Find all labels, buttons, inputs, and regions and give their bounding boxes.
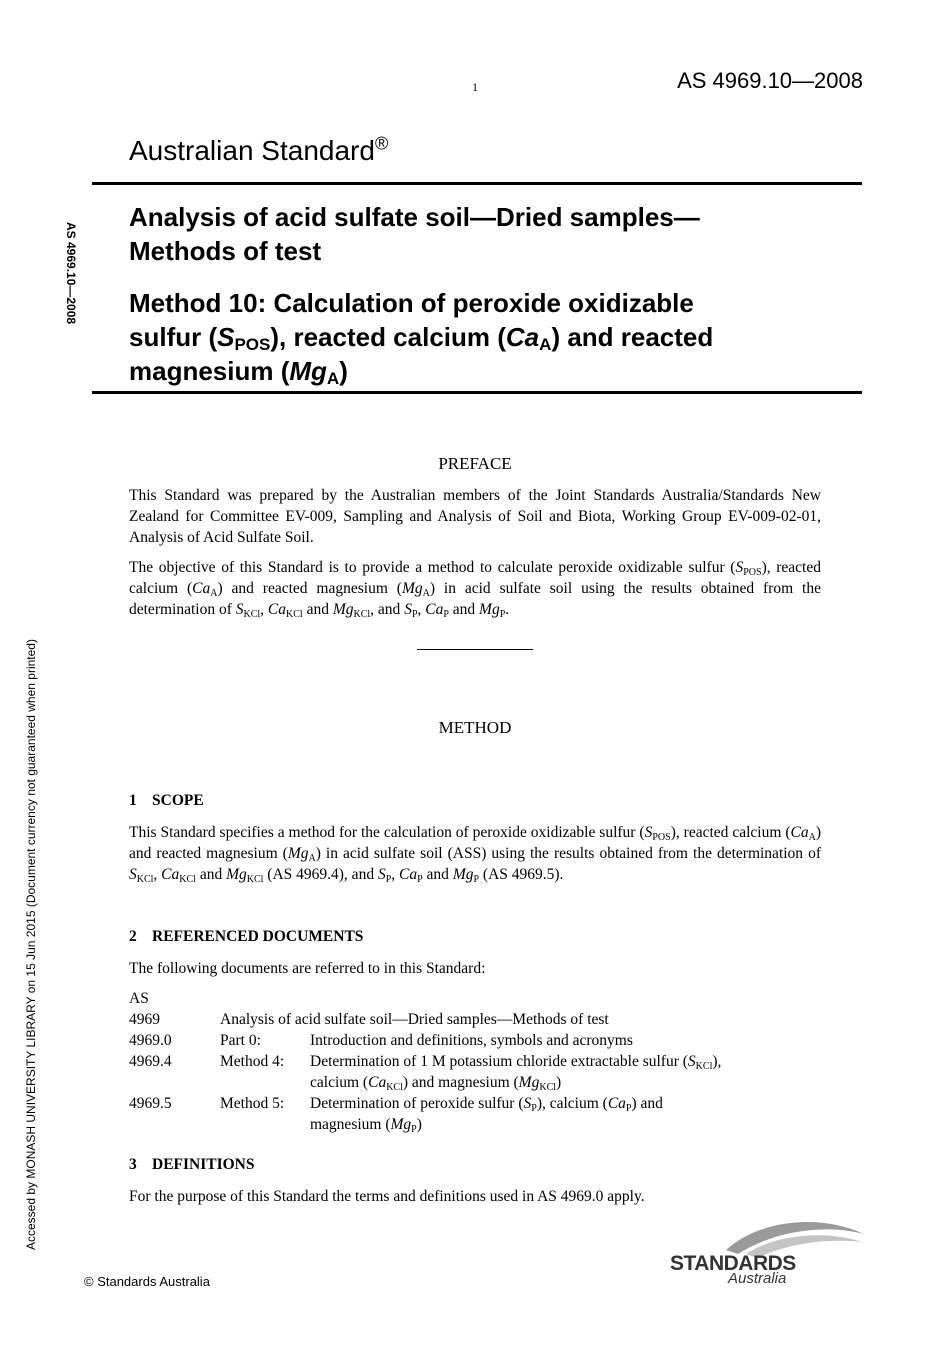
preface-heading: PREFACE [438,454,512,473]
definitions-paragraph: For the purpose of this Standard the terms and definitions used in AS 4969.0 apply. [129,1188,645,1205]
ref-row: 4969.0 Part 0: Introduction and definitions, symbols and acronyms [129,1032,633,1049]
referenced-documents-table [129,988,829,1135]
referenced-intro: The following documents are referred to in this Standard: [129,960,486,977]
logo-text-australia: Australia [728,1270,787,1287]
preface-paragraph-1: This Standard was prepared by the Australian members of the Joint Standards Australia/Standards New Zealand for Committee EV-009, Sampling and Analysis of Soil and Biota, Working Group EV-009-02-01, Analysis of Acid Sulfate Soil. [129,487,821,546]
method-title-line-1: Method 10: Calculation of peroxide oxidizable [129,288,694,318]
top-rule [92,182,862,185]
method-title-line-3: magnesium $(Mg_A)$ [129,356,348,388]
document-title [129,200,849,268]
referenced-documents-heading: 2 REFERENCED DOCUMENTS [129,928,364,945]
copyright-footer: © Standards Australia [84,1274,210,1289]
registered-mark: ® [374,133,389,154]
access-note-text: Accessed by MONASH UNIVERSITY LIBRARY on 15 Jun 2015 (Document currency not guaranteed when printed) [24,639,38,1250]
scope-heading: 1 SCOPE [129,792,204,809]
title-line-2: Methods of test [129,236,322,266]
standards-australia-logo [666,1212,866,1292]
ref-row: 4969.5 Method 5: Determination of peroxide sulfur $(S_P)$, calcium $(Ca_P)$ and magnesium $(Mg_P)$ [129,1095,663,1135]
ref-as-label: AS [129,990,149,1007]
scope-paragraph: This Standard specifies a method for the calculation of peroxide oxidizable sulfur $(S_{POS})$, reacted calcium $(Ca_A)$ and reacted magnesium $(Mg_A)$ in acid sulfate soil (ASS) using the results obtained from the determination of $S_{KCl}$, $Ca_{KCl}$ and $Mg_{KCl}$ (AS 4969.4), and $S_P$, $Ca_P$ and $Mg_P$ (AS 4969.5). [129,824,822,885]
section-divider [417,649,533,650]
preface-paragraph-2: The objective of this Standard is to provide a method to calculate peroxide oxidizable sulfur $(S_{POS})$, reacted calcium $(Ca_A)$ and reacted magnesium $(Mg_A)$ in acid sulfate soil using the results obtained from the determination of $S_{KCl}$, $Ca_{KCl}$ and $Mg_{KCl}$, and $S_P$, $Ca_P$ and $Mg_P$. [129,559,821,620]
method-title [129,286,849,388]
standard-heading [129,135,388,167]
standard-heading-text: Australian Standard [129,135,375,166]
side-document-code [64,222,82,362]
title-block [129,200,849,388]
document-code: AS 4969.10—2008 [677,68,863,93]
title-line-1: Analysis of acid sulfate soil—Dried samples— [129,202,700,232]
page-number: 1 [472,80,478,94]
method-title-line-2: sulfur $(S_{POS})$, reacted calcium $(Ca_A)$ and reacted [129,322,714,354]
side-document-code-text: AS 4969.10—2008 [64,222,78,325]
title-bottom-rule [92,391,862,394]
ref-row: 4969 Analysis of acid sulfate soil—Dried samples—Methods of test [129,1011,609,1028]
ref-row: 4969.4 Method 4: Determination of 1 M potassium chloride extractable sulfur $(S_{KCl})$, calcium $(Ca_{KCl})$ and magnesium $(Mg_{KCl})$ [129,1053,722,1093]
definitions-heading: 3 DEFINITIONS [129,1156,255,1173]
logo-text-standards: STANDARDS [670,1252,796,1275]
method-heading: METHOD [438,718,512,737]
